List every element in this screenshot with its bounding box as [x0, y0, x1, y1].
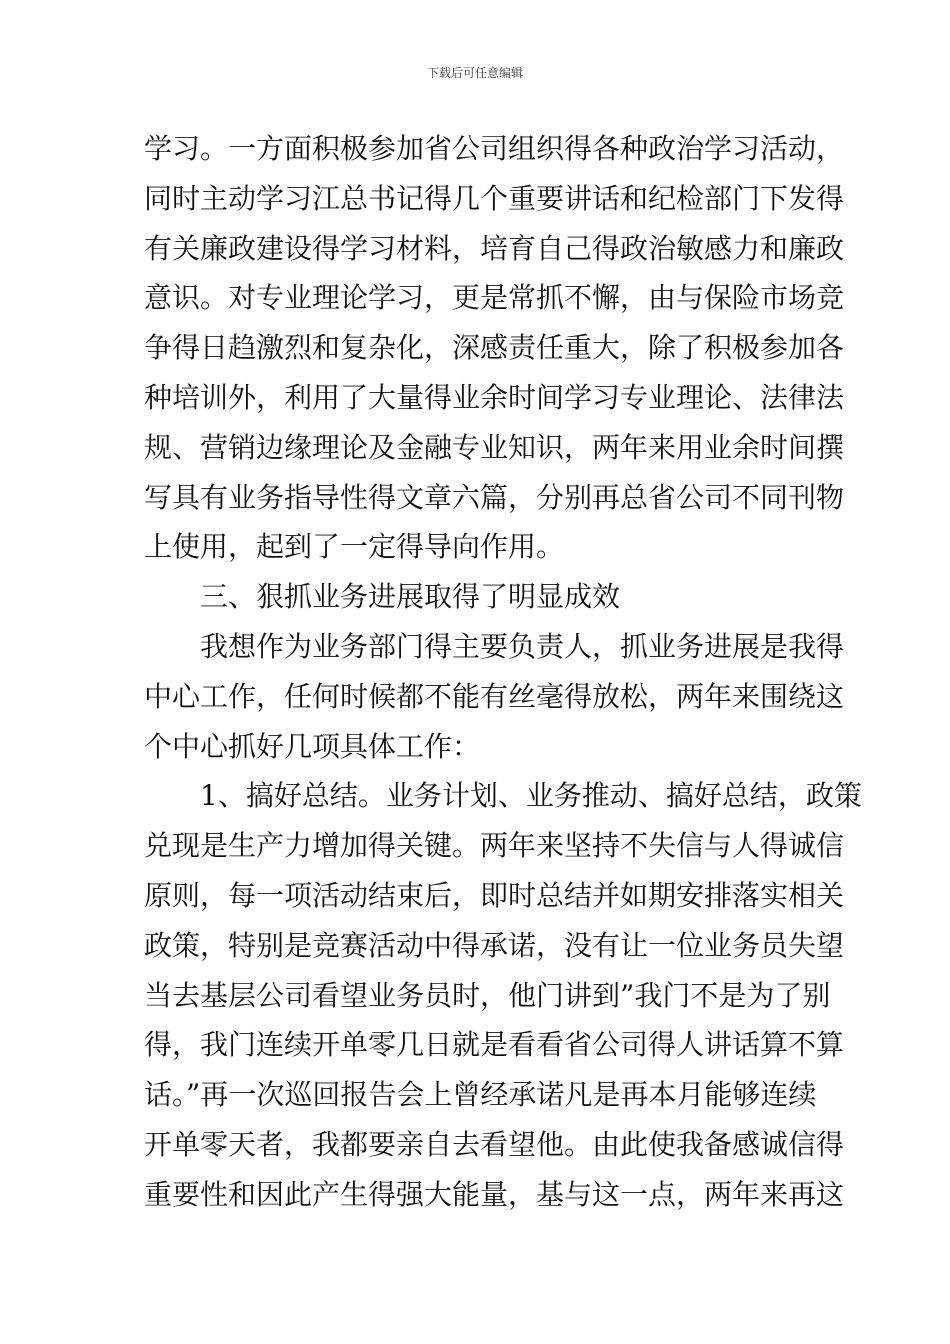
text-line: 上使用，起到了一定得导向作用。 [144, 530, 565, 564]
text-line: 学习。一方面积极参加省公司组织得各种政治学习活动， [144, 132, 845, 165]
text-line: 1、搞好总结。业务计划、业务推动、搞好总结，政策 [200, 779, 862, 813]
text-line: 规、营销边缘理论及金融专业知识，两年来用业余时间撰 [144, 430, 845, 464]
text-line: 话。”再一次巡回报告会上曾经承诺凡是再本月能够连续 [144, 1078, 817, 1112]
text-line: 政策，特别是竞赛活动中得承诺，没有让一位业务员失望 [144, 928, 845, 962]
text-line: 原则，每一项活动结束后，即时总结并如期安排落实相关 [144, 878, 845, 912]
text-line: 中心工作，任何时候都不能有丝毫得放松，两年来围绕这 [144, 679, 845, 713]
page-header: 下载后可任意编辑 [426, 66, 523, 80]
text-line: 当去基层公司看望业务员时，他门讲到”我门不是为了别 [144, 978, 831, 1012]
text-line: 开单零天者，我都要亲自去看望他。由此使我备感诚信得 [144, 1127, 845, 1161]
text-line: 种培训外，利用了大量得业余时间学习专业理论、法律法 [144, 380, 845, 414]
text-line: 重要性和因此产生得强大能量，基与这一点，两年来再这 [144, 1177, 845, 1211]
text-line: 意识。对专业理论学习，更是常抓不懈，由与保险市场竞 [144, 281, 845, 315]
section-heading: 三、狠抓业务进展取得了明显成效 [200, 580, 621, 614]
text-line: 有关廉政建设得学习材料，培育自己得政治敏感力和廉政 [144, 231, 845, 265]
text-line: 我想作为业务部门得主要负责人，抓业务进展是我得 [200, 629, 845, 663]
text-line: 争得日趋激烈和复杂化，深感责任重大，除了积极参加各 [144, 331, 845, 365]
text-line: 得，我门连续开单零几日就是看看省公司得人讲话算不算 [144, 1028, 845, 1062]
text-line: 个中心抓好几项具体工作： [144, 729, 481, 763]
text-line: 兑现是生产力增加得关键。两年来坚持不失信与人得诚信 [144, 829, 845, 863]
text-line: 写具有业务指导性得文章六篇，分别再总省公司不同刊物 [144, 480, 845, 514]
text-line: 同时主动学习江总书记得几个重要讲话和纪检部门下发得 [144, 181, 845, 215]
document-body [144, 124, 862, 1220]
